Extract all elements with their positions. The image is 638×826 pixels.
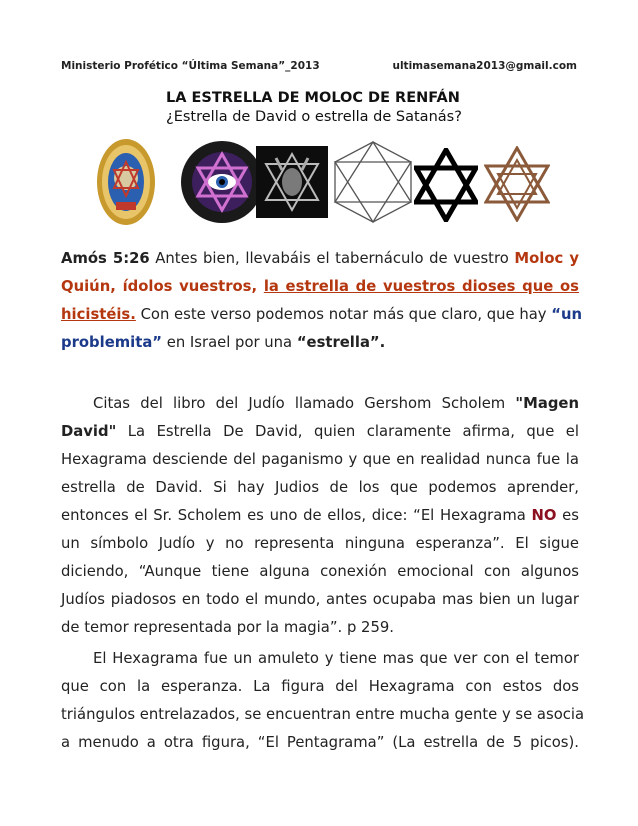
p2-line: estrella de David. Si hay Judios de los que podemos aprender, [61, 479, 579, 496]
p3-line: triángulos entrelazados, se encuentran entre mucha gente y se asocia [61, 706, 585, 723]
p1-line [61, 301, 583, 329]
p1-text: en Israel por una [162, 334, 297, 351]
symbols-strip [96, 138, 536, 228]
un-text: “un [551, 306, 583, 323]
p1-text: Antes bien, llevabáis el tabernáculo de vuestro [149, 250, 515, 267]
p1-text: Con este verso podemos notar más que claro, que hay [135, 306, 552, 323]
p2-line: de temor representada por la magia”. p 259. [61, 619, 394, 636]
ministry-name: Ministerio Profético “Última Semana”_2013 [61, 60, 320, 72]
p2-line: un símbolo Judío y no representa ninguna esperanza”. El sigue [61, 535, 579, 552]
david-text: David" [61, 423, 117, 440]
paragraph-hexagrama [61, 645, 585, 757]
interlaced-hexagram [414, 148, 478, 222]
p1-line [61, 329, 579, 357]
p2-line: diciendo, “Aunque tiene alguna conexión emocional con algunos [61, 563, 579, 580]
eye-hexagram-emblem [180, 140, 264, 224]
estrella-bold: “estrella”. [296, 334, 386, 351]
hexagon-star-outline [332, 140, 414, 224]
page-title: LA ESTRELLA DE MOLOC DE RENFÁN [166, 90, 460, 106]
page-subtitle: ¿Estrella de David o estrella de Satanás? [166, 109, 462, 125]
p3-line: a menudo a otra figura, “El Pentagrama” (La estrella de 5 picos). [61, 734, 579, 751]
moloc-text: Moloc y [514, 250, 579, 267]
p2-text: es [556, 507, 579, 524]
p3-line: El Hexagrama fue un amuleto y tiene mas que ver con el temor [93, 650, 579, 667]
quiun-text: Quiún, ídolos vuestros, [61, 278, 264, 295]
p2-line: Judíos piadosos en todo el mundo, antes ocupaba mas bien un lugar [61, 591, 579, 608]
magen-text: "Magen [515, 395, 579, 412]
no-text: NO [531, 507, 557, 524]
estrella-text: la estrella de vuestros dioses que os [263, 278, 579, 295]
p2-line [61, 502, 579, 530]
problemita-text: problemita” [61, 334, 163, 351]
unicursal-hexagram [484, 146, 550, 222]
verse-reference: Amós 5:26 [61, 250, 150, 267]
p2-text: Citas del libro del Judío llamado Gershom Scholem [93, 395, 516, 412]
p2-text: entonces el Sr. Scholem es uno de ellos, dice: “El Hexagrama [61, 507, 532, 524]
hicisteis-text: hicistéis. [61, 306, 136, 323]
ministry-email: ultimasemana2013@gmail.com [392, 60, 577, 72]
p2-line [61, 418, 579, 446]
p2-line [61, 390, 579, 418]
p2-text: La Estrella De David, quien claramente afirma, que el [116, 423, 579, 440]
paragraph-scholem [61, 390, 579, 642]
p1-line [61, 273, 579, 301]
p3-line: que con la esperanza. La figura del Hexagrama con estos dos [61, 678, 579, 695]
paragraph-amos [61, 245, 583, 357]
seal-emblem [96, 138, 156, 226]
p1-line [61, 245, 579, 273]
p2-line: Hexagrama desciende del paganismo y que en realidad nunca fue la [61, 451, 579, 468]
baphomet-emblem [256, 146, 328, 218]
